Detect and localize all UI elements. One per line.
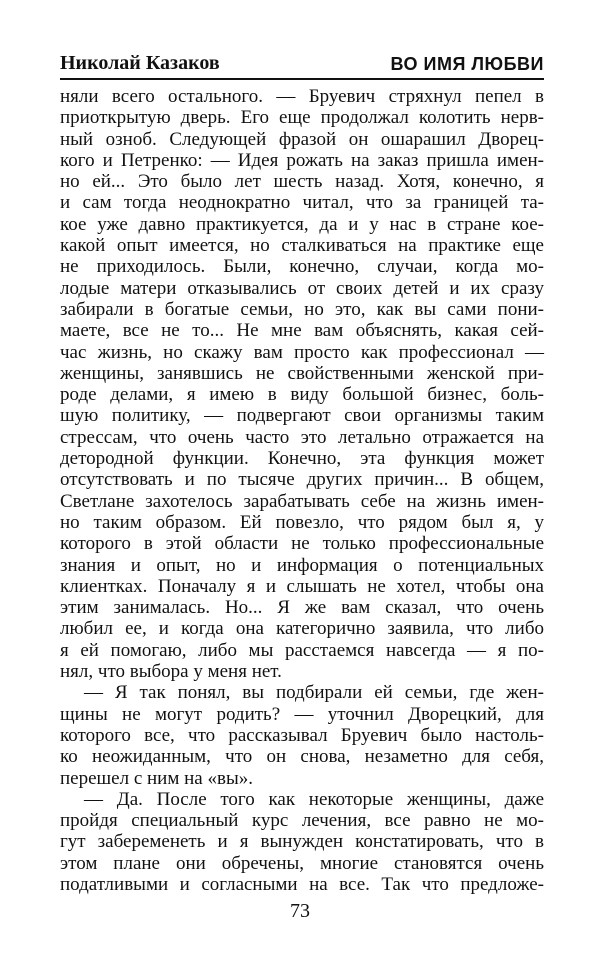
text-line: которого в этой области не только профессиональные	[60, 533, 544, 555]
text-line: пройдя специальный курс лечения, все равно не мо-	[60, 810, 544, 832]
text-line: и сам тогда неоднократно читал, что за границей та-	[60, 192, 544, 214]
running-header	[60, 50, 544, 80]
text-line: — Да. После того как некоторые женщины, даже	[84, 788, 544, 810]
text-line: щины не могут родить? — уточнил Дворецкий, для	[60, 703, 544, 725]
text-line: стрессам, что очень часто это летально отражается на	[60, 426, 544, 448]
text-line: но таким образом. Ей повезло, что рядом был я, у	[60, 511, 544, 533]
text-line: не приходилось. Были, конечно, случаи, когда мо-	[60, 256, 544, 278]
text-line: какой опыт имеется, но сталкиваться на практике еще	[60, 235, 544, 257]
text-line: отсутствовать и по тысяче других причин... В общем,	[60, 469, 544, 491]
text-line: я ей помогаю, либо мы расстаемся навсегда — я по-	[60, 639, 544, 661]
text-line: — Я так понял, вы подбирали ей семьи, где жен-	[84, 682, 544, 704]
text-line: кое уже давно практикуется, да и у нас в стране кое-	[60, 213, 544, 235]
page-number: 73	[290, 900, 310, 922]
author-name: Николай Казаков	[60, 52, 220, 74]
text-line: нял, что выбора у меня нет.	[60, 661, 282, 683]
text-line: шую политику, — подвергают свои организмы таким	[60, 405, 544, 427]
text-line: кого и Петренко: — Идея рожать на заказ пришла имен-	[60, 149, 544, 171]
text-line: клиентках. Поначалу я и слышать не хотел, чтобы она	[60, 575, 544, 597]
text-line: приоткрытую дверь. Его еще продолжал колотить нерв-	[60, 107, 544, 129]
text-line: перешел с ним на «вы».	[60, 767, 253, 789]
text-line: которого все, что рассказывал Бруевич было настоль-	[60, 724, 544, 746]
text-line: Светлане захотелось зарабатывать себе на жизнь имен-	[60, 490, 544, 512]
text-line: женщины, занявшись не свойственными женской при-	[60, 362, 544, 384]
text-line: няли всего остального. — Бруевич стряхнул пепел в	[60, 86, 544, 107]
text-line: час жизнь, но скажу вам просто как профессионал —	[60, 341, 544, 363]
text-line: но ей... Это было лет шесть назад. Хотя, конечно, я	[60, 171, 544, 193]
text-line: этом плане они обречены, многие становятся очень	[60, 852, 544, 874]
text-line: маете, все не то... Не мне вам объяснять, какая сей-	[60, 320, 544, 342]
text-line: гут забеременеть и я вынужден констатировать, что в	[60, 831, 544, 853]
text-line: роде делами, я имею в виду большой бизнес, боль-	[60, 384, 544, 406]
text-line: любил ее, и когда она категорично заявила, что либо	[60, 618, 544, 640]
text-line: забирали в богатые семьи, но это, как вы сами пони-	[60, 298, 544, 320]
page-body-text	[60, 86, 544, 895]
text-line: детородной функции. Конечно, эта функция может	[60, 448, 544, 470]
text-line: ко неожиданным, что он снова, незаметно для себя,	[60, 746, 544, 768]
text-line: лодые матери отказывались от своих детей и их сразу	[60, 277, 544, 299]
text-line: знания и опыт, но и информация о потенциальных	[60, 554, 544, 576]
text-line: этим занималась. Но... Я же вам сказал, что очень	[60, 597, 544, 619]
text-line: податливыми и согласными на все. Так что предложе-	[60, 873, 544, 895]
text-line: ный озноб. Следующей фразой он ошарашил Дворец-	[60, 128, 544, 150]
book-title: ВО ИМЯ ЛЮБВИ	[390, 54, 544, 74]
